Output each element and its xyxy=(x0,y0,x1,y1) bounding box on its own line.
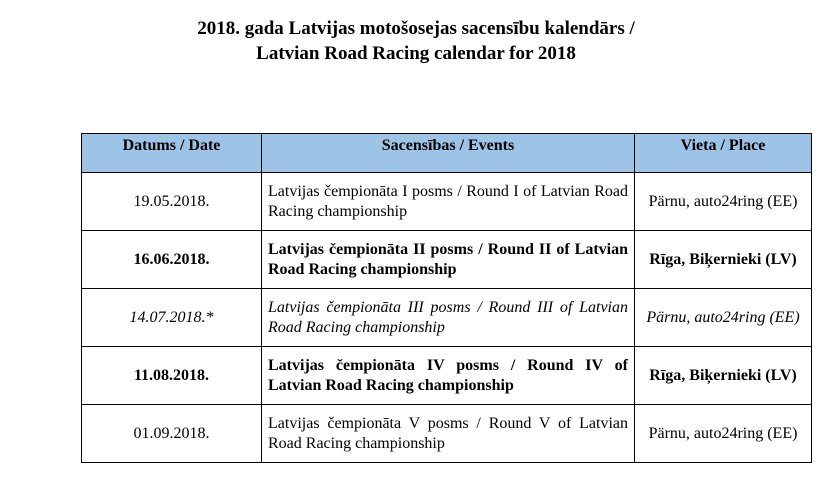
row-place: Pärnu, auto24ring (EE) xyxy=(635,289,812,347)
row-event: Latvijas čempionāta IV posms / Round IV of Latvian Road Racing championship xyxy=(262,347,635,405)
row-event: Latvijas čempionāta V posms / Round V of Latvian Road Racing championship xyxy=(262,405,635,463)
row-place: Pärnu, auto24ring (EE) xyxy=(635,173,812,231)
row-event: Latvijas čempionāta I posms / Round I of Latvian Road Racing championship xyxy=(262,173,635,231)
row-place: Rīga, Biķernieki (LV) xyxy=(635,347,812,405)
calendar-table xyxy=(81,133,812,463)
header-place: Vieta / Place xyxy=(635,134,812,173)
row-date: 19.05.2018. xyxy=(82,173,262,231)
row-place: Rīga, Biķernieki (LV) xyxy=(635,231,812,289)
table-row xyxy=(82,347,812,405)
table-row xyxy=(82,173,812,231)
row-date: 14.07.2018.* xyxy=(82,289,262,347)
table-row xyxy=(82,231,812,289)
row-date: 01.09.2018. xyxy=(82,405,262,463)
table-row xyxy=(82,289,812,347)
table-header-row xyxy=(82,134,812,173)
row-date: 11.08.2018. xyxy=(82,347,262,405)
header-date: Datums / Date xyxy=(82,134,262,173)
row-date: 16.06.2018. xyxy=(82,231,262,289)
row-event: Latvijas čempionāta III posms / Round III of Latvian Road Racing championship xyxy=(262,289,635,347)
row-place: Pärnu, auto24ring (EE) xyxy=(635,405,812,463)
title-line-1: 2018. gada Latvijas motošosejas sacensību kalendārs / xyxy=(197,18,635,39)
page-title xyxy=(0,16,832,66)
title-line-2: Latvian Road Racing calendar for 2018 xyxy=(256,43,576,64)
header-event: Sacensības / Events xyxy=(262,134,635,173)
table-row xyxy=(82,405,812,463)
row-event: Latvijas čempionāta II posms / Round II of Latvian Road Racing championship xyxy=(262,231,635,289)
